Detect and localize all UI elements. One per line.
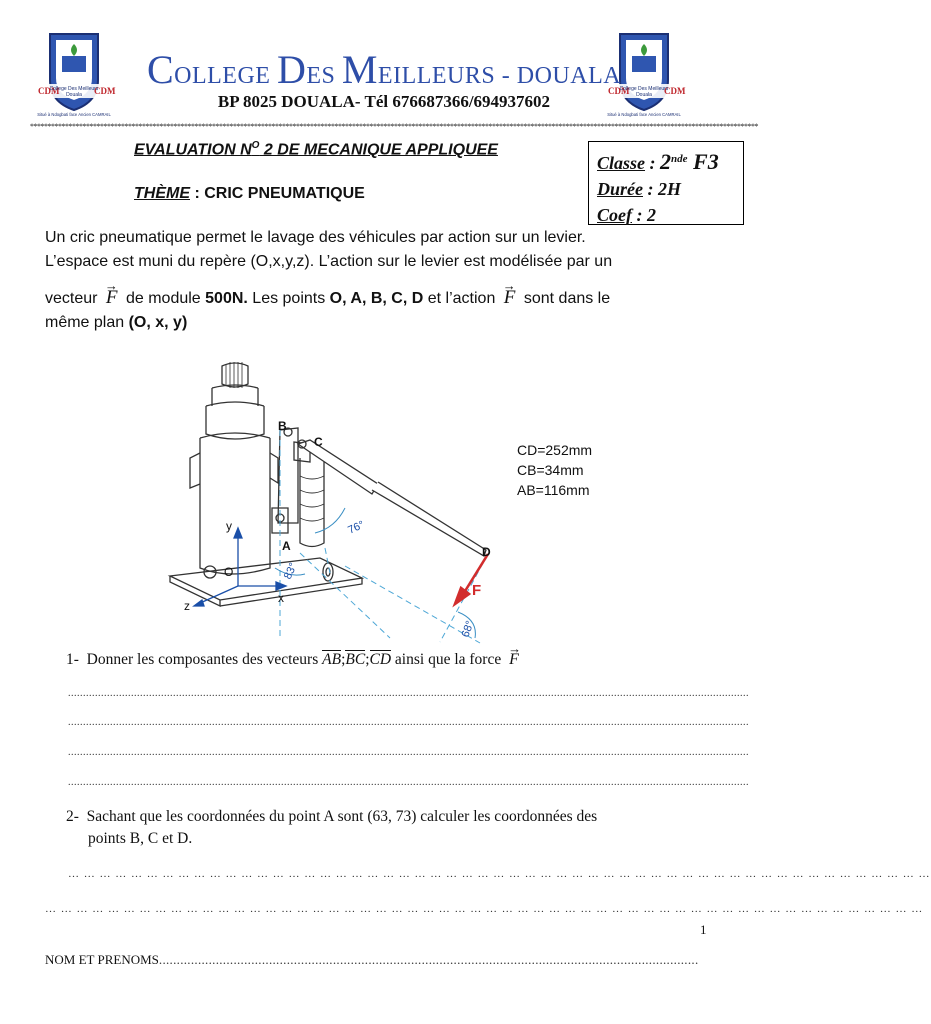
class-info-box: Classe : 2nde F3 Durée : 2H Coef : 2	[588, 141, 744, 225]
name-field[interactable]: NOM ET PRENOMS........................................................................................................................................................	[45, 952, 699, 967]
question-2: 2- Sachant que les coordonnées du point A sont (63, 73) calculer les coordonnées des points B, C et D.	[66, 808, 598, 847]
angle-83: 83°	[281, 561, 300, 582]
label-C: C	[314, 435, 323, 449]
answer-line[interactable]: ...................................................................................................................................................................................................................................	[68, 688, 749, 699]
label-z: z	[184, 599, 190, 613]
svg-text:College Des Meilleurs: College Des Meilleurs	[619, 86, 669, 92]
figure-measurements: CD=252mm CB=34mm AB=116mm	[517, 442, 593, 498]
answer-line[interactable]: ...................................................................................................................................................................................................................................	[68, 717, 749, 728]
label-F: F	[472, 582, 482, 599]
svg-text:CDM: CDM	[664, 86, 686, 96]
angle-68: 68°	[459, 619, 477, 640]
label-B: B	[278, 419, 287, 433]
label-x: x	[278, 591, 284, 605]
svg-text:CDM: CDM	[38, 86, 60, 96]
label-y: y	[226, 519, 232, 533]
svg-text:CDM: CDM	[94, 86, 116, 96]
label-D: D	[482, 545, 491, 559]
angle-76: 76°	[346, 518, 367, 537]
answer-line[interactable]: ...................................................................................................................................................................................................................................	[68, 747, 749, 758]
svg-text:Situé à Ndogbati face Ancien C: Situé à Ndogbati face Ancien CAMRAIL	[37, 112, 111, 117]
answer-line[interactable]: … … … … … … … … … … … … … … … … … … … … … … … … … … … … … … … … … … … … … … … … … … … … … … … … … … … … … … … …	[45, 903, 924, 915]
question-1: 1- Donner les composantes des vecteurs AB;BC;CD ainsi que la force → F	[66, 649, 716, 671]
divider-stars: ****************************************************************************************************************************************************************************************************************	[30, 122, 758, 131]
svg-text:CDM: CDM	[608, 86, 630, 96]
exam-title: EVALUATION $N^O$ 2 DE MECANIQUE APPLIQUEE	[134, 140, 498, 159]
exam-theme: THÈME : CRIC PNEUMATIQUE	[134, 185, 365, 202]
svg-text:Situé à Ndogbati face Ancien C: Situé à Ndogbati face Ancien CAMRAIL	[607, 112, 681, 117]
label-A: A	[282, 539, 291, 553]
svg-text:Douala: Douala	[66, 92, 82, 98]
answer-line[interactable]: ...................................................................................................................................................................................................................................	[68, 777, 749, 788]
jack-diagram	[150, 358, 510, 644]
school-name: COLLEGE DES MEILLEURS - DOUALA	[146, 47, 622, 92]
page-number: 1	[700, 922, 707, 937]
answer-line[interactable]: … … … … … … … … … … … … … … … … … … … … … … … … … … … … … … … … … … … … … … … … … … … … … … … … … … … … … … …	[68, 868, 931, 880]
school-address: BP 8025 DOUALA- Tél 676687366/694937602	[217, 92, 551, 111]
problem-statement: Un cric pneumatique permet le lavage des véhicules par action sur un levier. L’espace est muni du repère (O,x,y,z). L’action sur le levier est modélisée par un vecteur → F de module 500N. Les points O, A, B, C, D et l’action → F sont dans le même plan (O, x, y)	[45, 226, 725, 335]
svg-text:College Des Meilleurs: College Des Meilleurs	[49, 86, 99, 92]
label-O: O	[224, 565, 234, 579]
svg-text:Douala: Douala	[636, 92, 652, 98]
